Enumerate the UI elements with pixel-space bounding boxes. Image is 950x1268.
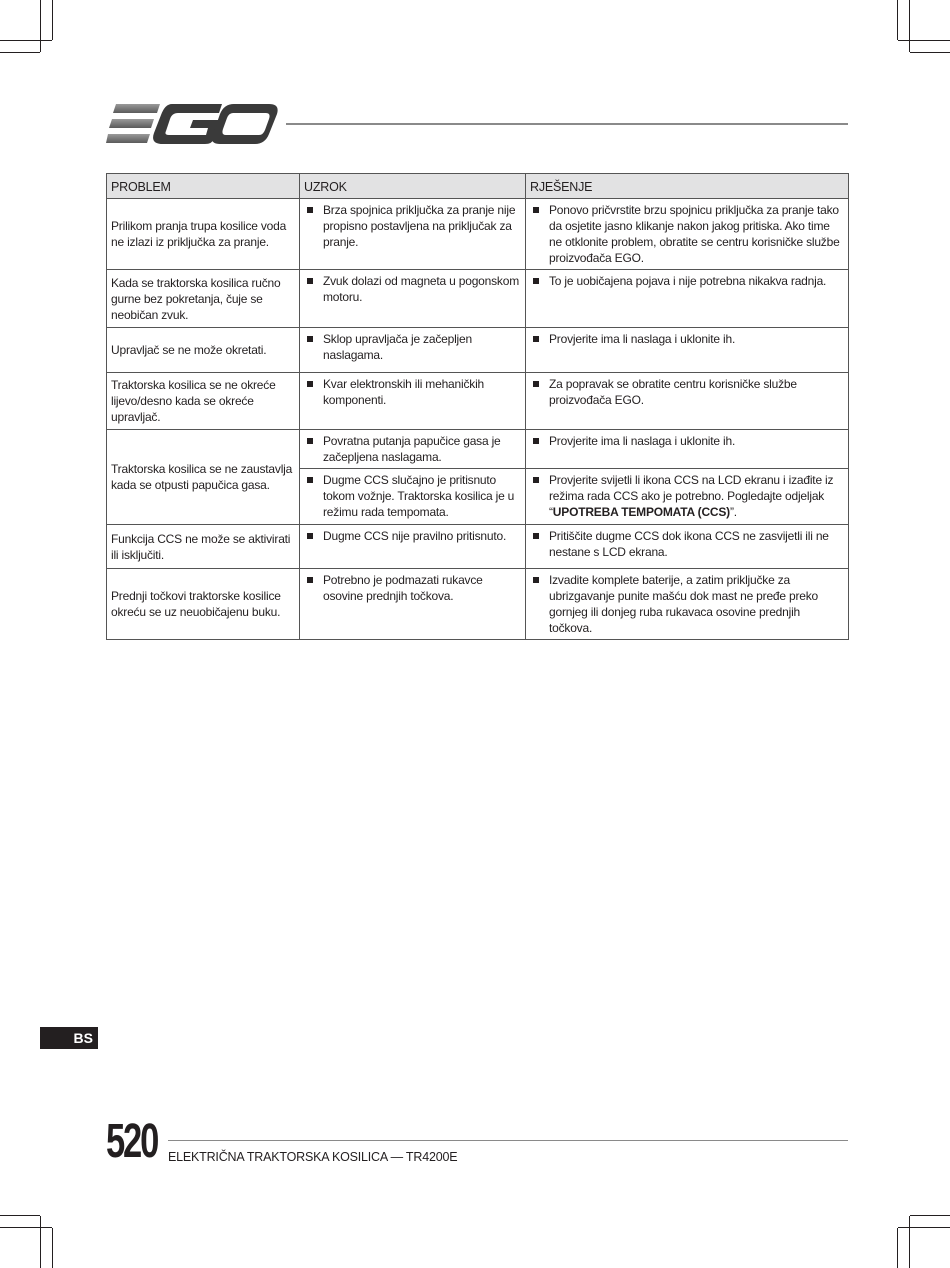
solution-cell (526, 373, 849, 430)
bullet-square-icon (533, 438, 539, 444)
bullet-square-icon (307, 477, 313, 483)
solution-cell (526, 469, 849, 525)
crop-mark-bottom-right-h2 (910, 1215, 950, 1216)
bullet-square-icon (307, 533, 313, 539)
problem-cell: Kada se traktorska kosilica ručno gurne bez pokretanja, čuje se neobičan zvuk. (107, 270, 300, 328)
table-row (107, 199, 849, 270)
crop-mark-top-left-v2 (52, 0, 53, 40)
problem-cell: Traktorska kosilica se ne zaustavlja kada se otpusti papučica gasa. (107, 430, 300, 525)
cause-cell (300, 525, 526, 569)
bullet-square-icon (533, 381, 539, 387)
cause-cell (300, 430, 526, 469)
crop-mark-top-right-v (909, 0, 910, 52)
crop-mark-top-left-h2 (0, 52, 40, 53)
table-row (107, 373, 849, 430)
bullet-square-icon (533, 336, 539, 342)
crop-mark-bottom-left-v (40, 1216, 41, 1268)
table-row (107, 328, 849, 373)
crop-mark-bottom-right-v (909, 1216, 910, 1268)
problem-cell: Prilikom pranja trupa kosilice voda ne izlazi iz priključka za pranje. (107, 199, 300, 270)
solution-cell (526, 430, 849, 469)
header-rule (286, 123, 848, 125)
header-problem: PROBLEM (107, 174, 300, 199)
cause-text: Dugme CCS slučajno je pritisnuto tokom vožnje. Traktorska kosilica je u režimu rada tempomata. (323, 473, 515, 519)
solution-text-before: Provjerite svijetli li ikona CCS na LCD ekranu i izađite iz režima rada CCS ako je potrebno. Pogledajte odjeljak “ (549, 473, 834, 519)
problem-cell: Upravljač se ne može okretati. (107, 328, 300, 373)
crop-mark-bottom-right-h (898, 1227, 950, 1228)
bullet-square-icon (533, 207, 539, 213)
cause-text: Povratna putanja papučice gasa je začepljena naslagama. (323, 434, 501, 464)
solution-text: Izvadite komplete baterije, a zatim priključke za ubrizgavanje punite mašću dok mast ne pređe preko gornjeg ili donjeg ruba rukavaca osovine prednjih točkova. (549, 573, 819, 635)
cause-cell (300, 569, 526, 640)
solution-text: Provjerite ima li naslaga i uklonite ih. (549, 434, 736, 448)
table-row (107, 430, 849, 469)
solution-text: To je uobičajena pojava i nije potrebna nikakva radnja. (549, 274, 827, 288)
cause-cell (300, 373, 526, 430)
table-row (107, 525, 849, 569)
cause-cell (300, 270, 526, 328)
bullet-square-icon (307, 207, 313, 213)
ego-logo (106, 103, 278, 145)
table-row (107, 270, 849, 328)
solution-cell (526, 328, 849, 373)
cause-cell (300, 469, 526, 525)
cause-cell (300, 199, 526, 270)
bullet-square-icon (533, 477, 539, 483)
crop-mark-top-left-h (0, 40, 52, 41)
bullet-square-icon (307, 438, 313, 444)
crop-mark-top-right-h (898, 40, 950, 41)
crop-mark-top-right-h2 (910, 52, 950, 53)
solution-cell (526, 569, 849, 640)
cause-text: Kvar elektronskih ili mehaničkih komponenti. (323, 377, 485, 407)
bullet-square-icon (307, 577, 313, 583)
cause-text: Brza spojnica priključka za pranje nije propisno postavljena na priključak za pranje. (323, 203, 516, 249)
bullet-square-icon (307, 381, 313, 387)
problem-cell: Traktorska kosilica se ne okreće lijevo/desno kada se okreće upravljač. (107, 373, 300, 430)
problem-cell: Funkcija CCS ne može se aktivirati ili isključiti. (107, 525, 300, 569)
crop-mark-bottom-left-h (0, 1227, 52, 1228)
solution-cell (526, 270, 849, 328)
cause-text: Sklop upravljača je začepljen naslagama. (323, 332, 472, 362)
crop-mark-bottom-left-v2 (52, 1228, 53, 1268)
crop-mark-top-left-v (40, 0, 41, 52)
language-tab: BS (40, 1027, 98, 1049)
solution-cell (526, 199, 849, 270)
cause-text: Zvuk dolazi od magneta u pogonskom motoru. (323, 274, 519, 304)
troubleshooting-table (106, 173, 849, 640)
bullet-square-icon (307, 278, 313, 284)
header-solution: RJEŠENJE (526, 174, 849, 199)
solution-text-after: ”. (729, 505, 737, 519)
bullet-square-icon (533, 278, 539, 284)
header-cause: UZROK (300, 174, 526, 199)
crop-mark-bottom-right-v2 (897, 1228, 898, 1268)
bullet-square-icon (533, 533, 539, 539)
problem-cell: Prednji točkovi traktorske kosilice okreću se uz neuobičajenu buku. (107, 569, 300, 640)
section-reference: UPOTREBA TEMPOMATA (CCS) (552, 505, 730, 519)
page-number: 520 (106, 1115, 158, 1168)
crop-mark-top-right-v2 (897, 0, 898, 40)
solution-text: Pritiščite dugme CCS dok ikona CCS ne zasvijetli ili ne nestane s LCD ekrana. (549, 529, 829, 559)
cause-text: Potrebno je podmazati rukavce osovine prednjih točkova. (323, 573, 483, 603)
bullet-square-icon (533, 577, 539, 583)
footer-title: ELEKTRIČNA TRAKTORSKA KOSILICA — TR4200E (168, 1150, 458, 1164)
cause-text: Dugme CCS nije pravilno pritisnuto. (323, 529, 507, 543)
crop-mark-bottom-left-h2 (0, 1215, 40, 1216)
footer-rule (168, 1140, 848, 1141)
bullet-square-icon (307, 336, 313, 342)
table-row (107, 569, 849, 640)
cause-cell (300, 328, 526, 373)
solution-text: Provjerite ima li naslaga i uklonite ih. (549, 332, 736, 346)
solution-text: Za popravak se obratite centru korisničke službe proizvođača EGO. (549, 377, 797, 407)
solution-cell (526, 525, 849, 569)
solution-text: Ponovo pričvrstite brzu spojnicu priključka za pranje tako da osjetite jasno klikanje nakon jakog pritiska. Ako time ne otklonite problem, obratite se centru korisničke službe proizvođača EGO. (549, 203, 840, 265)
table-header-row (107, 174, 849, 199)
